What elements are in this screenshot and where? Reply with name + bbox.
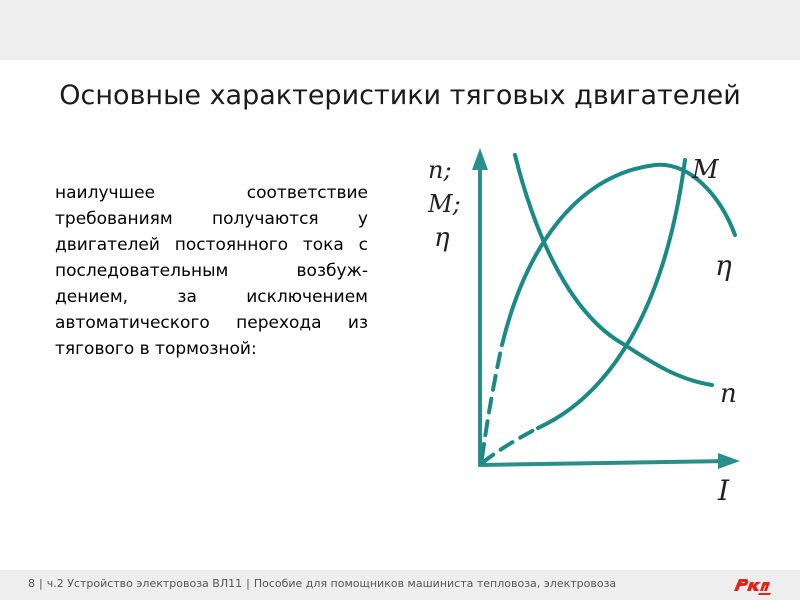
body-line: тягового в тормозной: [55, 339, 257, 359]
footer-separator: | [246, 577, 250, 590]
body-line: двигателей постоянного тока с [55, 235, 368, 255]
rzd-logo-icon [730, 574, 774, 596]
y-axis-arrow-icon [472, 148, 488, 170]
footer-separator: | [39, 577, 43, 590]
y-axis-label-eta: η [434, 223, 450, 253]
page-number: 8 [28, 577, 35, 590]
body-text [55, 180, 368, 362]
footer-chapter: ч.2 Устройство электровоза ВЛ11 [46, 577, 243, 590]
body-line: автоматического перехода из [55, 313, 368, 333]
curve-label-m: M [692, 155, 719, 185]
footer [0, 570, 800, 600]
motor-characteristics-diagram [420, 140, 760, 510]
x-axis-label: I [718, 474, 730, 507]
y-axis-label-m: M; [428, 190, 461, 218]
curve-label-n: n [720, 379, 737, 409]
curve-eta-dashed [482, 345, 502, 458]
x-axis [480, 461, 730, 465]
x-axis-arrow-icon [718, 453, 740, 469]
body-line: требованиям получаются у [55, 209, 368, 229]
y-axis-label-n: n; [428, 156, 452, 184]
body-line: дением, за исключением [55, 287, 368, 307]
curve-m-dashed [482, 428, 538, 463]
header-band [0, 0, 800, 60]
body-line: последовательным возбуж- [55, 261, 368, 281]
curve-eta [502, 165, 735, 345]
slide-title: Основные характеристики тяговых двигателей [59, 80, 741, 111]
axes [480, 160, 730, 465]
footer-manual: Пособие для помощников машиниста тепловоза, электровоза [253, 577, 617, 590]
footer-text [28, 577, 616, 590]
curve-label-eta: η [715, 249, 732, 282]
curve-m [538, 160, 685, 428]
body-line: наилучшее соответствие [55, 183, 368, 203]
